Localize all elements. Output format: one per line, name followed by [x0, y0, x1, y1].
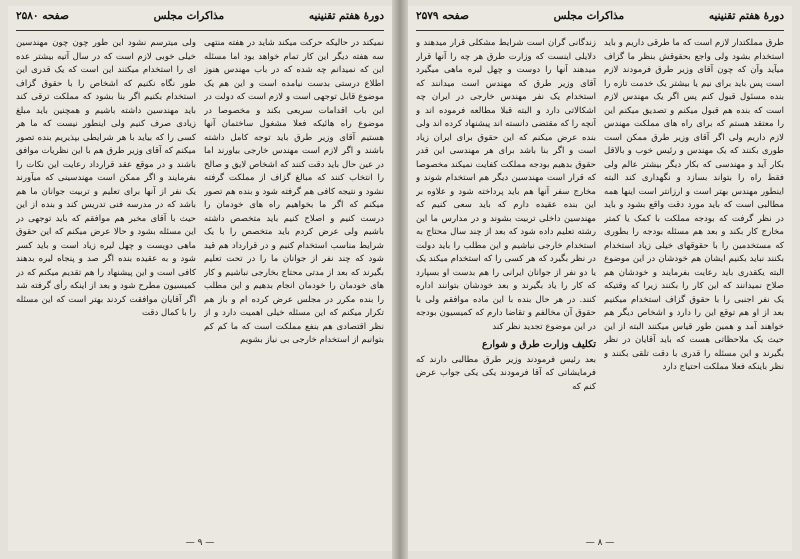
left-page-number: صفحه ۲۵۸۰	[16, 10, 69, 22]
left-page-column-left	[16, 37, 196, 535]
left-page	[8, 6, 392, 551]
right-page-column-right-text: طرق مملکتدار لازم است که ما طرقی داریم و باید استخدام بشود ولی واجع بحقوقش بنظر ما گزاف میآید وآن که چون آقای وزیر طرق فرمودند لازم است پس باید برای نیم یا بیشتر یک خدمت تازه را بنده مسئول قبول کنم پس اگر یک مهندس لازم است که بنده هم قبول میکنم و تصدیق میکنم این را معتقد هستم که برای راه های مملکت مهندس لازم داریم ولی اگر آقای وزیر طرق ممکن است طوری بکنند که یک مهندس و رئیس خوب و بالاقل بکار آید و مهندسی که بکار دیگر بیشتر عالم ولی فقط راه را بتواند بسازد و نگهداری کند البته اینطور مهندس بهتر است و ارزانتر است اینها همه مطالبی است که باید مورد دقت واقع بشود و باید در نظر گرفت که بودجه مملکت با کمک یا کمتر مخارج کار بکند و بعد هم مسئله بودجه را بطوری که مستخدمین را با حقوقهای خیلی زیاد استخدام بکنند نباید بکنیم ایشان هم خودشان در این موضوع البته یکقدری باید رعایت بفرمایند و خودشان هم صلاح نمیدانند که این کار را بکنند زیرا که وقتیکه یک نفر اجنبی را با حقوق گزاف استخدام میکنیم بعد از او هم توقع این را دارد و اشخاص دیگر هم خواهند آمد و همین طور قیاس میکنند البته از این حیث یک ملاحظاتی هست که باید آقایان در نظر بگیرند و این مسئله را قدری با دقت تلقی بکنند و نظر باینکه فعلا مملکت احتیاج دارد	[604, 38, 784, 372]
right-page-column-left-text: زندگانی گران است شرایط مشکلی قرار میدهند و دلایلی اینست که وزارت طرق هر چه را آنها قرار میدهند آنها را دوست و چهل لیره ماهی میگیرد آقای وزیر طرق که مهندس است میدانند که استخدام یک نفر مهندس خارجی در ایران چه اشکالاتی دارد و البته قبلا مطالعه فرموده اند و آنچه را که مقتضی دانسته اند پیشنهاد کرده اند ولی بنده عرض میکنم که این حقوق برای ایران زیاد است و اگر بنا باشد برای هر مهندسی این قدر حقوق بدهیم بودجه مملکت کفایت نمیکند مخصوصا که قرار است مهندسین دیگر هم استخدام شوند و مخارج سفر آنها هم باید پرداخته شود و علاوه بر این بنده عقیده دارم که باید سعی کنیم که مهندسین داخلی تربیت بشوند و در مدارس ما این رشته تعلیم داده شود که بعد از چند سال محتاج به استخدام خارجی نباشیم و این مطلب را باید دولت در نظر بگیرد که هر کسی را که استخدام میکند یک یا دو نفر از جوانان ایرانی را هم بدست او بسپارد که کار را یاد بگیرند و بعد خودشان بتوانند اداره کنند. در هر حال بنده با این ماده موافقم ولی با حقوق آن مخالفم و تقاضا دارم که کمیسیون بودجه در این موضوع تجدید نظر کند	[416, 38, 596, 332]
right-page-column-left	[416, 37, 596, 535]
left-page-columns	[16, 37, 384, 537]
left-page-session-label: دورهٔ هفتم تقنینیه	[308, 10, 384, 22]
left-page-journal-title: مذاکرات مجلس	[153, 10, 225, 22]
book-gutter	[392, 0, 408, 559]
right-page-header	[416, 10, 784, 31]
right-page-columns	[416, 37, 784, 537]
left-page-column-left-text: ولی میترسم نشود این طور چون چون مهندسین خیلی خوبی لازم است که در سال آتیه بیشتر عده ای را استخدام میکنند این است که یک قدری این طور نگاه نکنیم که اشخاص را با حقوق گزاف استخدام بکنیم اگر بنا بشود که مملکت ترقی کند باید مهندسین داشته باشیم و همچنین باید مبلغ زیادی صرف کنیم ولی اینطور نیست که ما هر کسی را که بیاید با هر شرایطی بپذیریم بنده تصور میکنم که آقای وزیر طرق هم با این نظریات موافق باشند و در موقع عقد قرارداد رعایت این نکات را بفرمایند و اگر ممکن است مهندسینی که میآورند یک نفر از آنها برای تعلیم و تربیت جوانان ما هم باشد که در مدرسه فنی تدریس کند و بنده از این حیث با آقای مخبر هم موافقم که باید توجهی در این مسئله بشود و حالا عرض میکنم که این حقوق ماهی دویست و چهل لیره زیاد است و باید کسر شود و به عقیده بنده اگر صد و پنجاه لیره بدهند کافی است و این پیشنهاد را هم تقدیم میکنم که در کمیسیون مطرح شود و بعد از اینکه رأی گرفته شد اگر آقایان موافقت کردند بهتر است که این مسئله را با کمال دقت	[16, 38, 196, 318]
left-page-column-right	[204, 37, 384, 535]
right-page-session-label: دورهٔ هفتم تقنینیه	[708, 10, 784, 22]
right-page-journal-title: مذاکرات مجلس	[553, 10, 625, 22]
left-page-footer: — ۹ —	[185, 538, 215, 548]
right-page	[408, 6, 792, 551]
right-page-column-right	[604, 37, 784, 535]
right-page-number: صفحه ۲۵۷۹	[416, 10, 469, 22]
left-page-column-right-text: نمیکند در حالیکه حرکت میکند شاید در هفته منتهی سه هفته دیگر این کار تمام خواهد بود اما مسئله این که نمیدانم چه شده که در باب مهندس هنوز اطلاع درستی بدست نیامده است و این هم یک موضوع قابل توجهی است و لازم است که دولت در این باب اقدامات سریعی بکند و مخصوصا در موضوع راه هائیکه فعلا مشغول ساختمان آنها هستیم آقای وزیر طرق باید توجه کامل داشته باشند و اگر لازم است مهندس خارجی بیاورند اما در عین حال باید دقت کنند که اشخاص لایق و صالح را انتخاب کنند که مبالغ گزاف از مملکت گرفته نشود و نتیجه کافی هم گرفته شود و بنده هم تصور میکنم که اگر ما بخواهیم راه های خودمان را درست کنیم و اصلاح کنیم باید متخصص داشته باشیم ولی عرض کردم باید متخصص را با یک شرایط مناسب استخدام کنیم و در قرارداد هم قید شود که چند نفر از جوانان ما را در تحت تعلیم بگیرند که بعد از مدتی محتاج بخارجی نباشیم و کار های خودمان را خودمان انجام بدهیم و این مطلب را بنده مکرر در مجلس عرض کرده ام و باز هم تکرار میکنم که این مسئله خیلی اهمیت دارد و از نظر اقتصادی هم بنفع مملکت است که ما کم کم بتوانیم از استخدام خارجی بی نیاز بشویم	[204, 38, 384, 345]
left-page-header	[16, 10, 384, 31]
right-page-column-left-end: بعد رئیس فرمودند وزیر طرق مطالبی دارند که فرمایشاتی که آقا فرمودند یکی یکی جواب عرض کنم که	[416, 354, 596, 392]
section-heading: تکلیف وزارت طرق و شوارع	[482, 339, 596, 350]
right-page-footer: — ۸ —	[585, 538, 615, 548]
